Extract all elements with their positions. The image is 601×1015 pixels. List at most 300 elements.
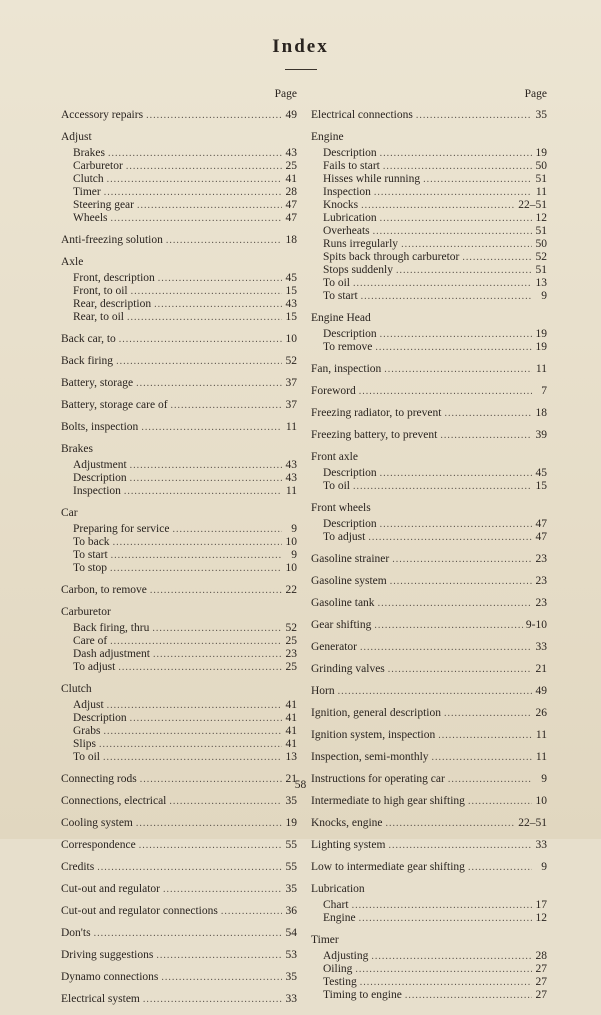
dot-leader	[126, 160, 282, 173]
entry-text: Freezing battery, to prevent	[311, 429, 438, 441]
index-entry	[311, 531, 547, 544]
dot-leader	[338, 685, 532, 698]
index-block	[311, 883, 547, 925]
entry-text: To start	[73, 549, 108, 561]
dot-leader	[361, 199, 515, 212]
entry-page: 11	[535, 363, 547, 375]
entry-page: 11	[535, 729, 547, 741]
entry-page: 9	[541, 773, 547, 785]
index-entry	[311, 817, 547, 830]
index-block	[61, 817, 297, 830]
entry-text: Intermediate to high gear shifting	[311, 795, 465, 807]
index-heading: Front axle	[311, 451, 358, 463]
dot-leader	[444, 707, 532, 720]
entry-text: Steering gear	[73, 199, 134, 211]
entry-text: Cut-out and regulator	[61, 883, 161, 895]
index-entry	[311, 199, 547, 212]
dot-leader	[130, 712, 282, 725]
index-entry	[311, 290, 547, 303]
entry-text: Foreword	[311, 385, 356, 397]
entry-page: 10	[285, 536, 297, 548]
index-block	[61, 606, 297, 674]
entry-page: 27	[535, 963, 547, 975]
entry-page: 13	[285, 751, 297, 763]
index-entry	[61, 485, 297, 498]
index-entry	[61, 562, 297, 575]
entry-page: 49	[535, 685, 547, 697]
index-entry	[61, 839, 297, 852]
index-block	[311, 597, 547, 610]
index-entry	[311, 663, 547, 676]
index-entry	[61, 377, 297, 390]
entry-text: Cut-out and regulator connections	[61, 905, 218, 917]
index-entry	[61, 584, 297, 597]
index-entry	[61, 160, 297, 173]
index-entry	[61, 971, 297, 984]
index-block	[311, 451, 547, 493]
index-block	[311, 795, 547, 808]
entry-page: 25	[285, 635, 297, 647]
entry-page: 50	[535, 238, 547, 250]
entry-text: Battery, storage care of	[61, 399, 168, 411]
dot-leader	[156, 949, 282, 962]
entry-text: Cooling system	[61, 817, 133, 829]
index-entry	[61, 817, 297, 830]
entry-text: Testing	[323, 976, 357, 988]
page-title: Index	[272, 36, 329, 57]
index-entry	[61, 883, 297, 896]
index-block	[61, 131, 297, 225]
dot-leader	[355, 963, 532, 976]
dot-leader	[127, 311, 282, 324]
entry-text: Preparing for service	[73, 523, 170, 535]
entry-text: Stops suddenly	[323, 264, 393, 276]
entry-text: Lubrication	[323, 212, 377, 224]
index-entry	[61, 333, 297, 346]
entry-page: 19	[285, 817, 297, 829]
entry-page: 22	[285, 584, 297, 596]
entry-page: 41	[285, 712, 297, 724]
entry-text: Front, to oil	[73, 285, 128, 297]
entry-text: Gasoline strainer	[311, 553, 390, 565]
index-entry	[61, 751, 297, 764]
dot-leader	[116, 355, 282, 368]
index-entry	[311, 277, 547, 290]
entry-page: 36	[285, 905, 297, 917]
index-entry	[311, 238, 547, 251]
dot-leader	[368, 531, 532, 544]
entry-page: 25	[285, 160, 297, 172]
entry-text: To adjust	[73, 661, 116, 673]
dot-leader	[130, 459, 282, 472]
dot-leader	[139, 839, 282, 852]
dot-leader	[374, 186, 532, 199]
index-heading: Axle	[61, 256, 84, 268]
entry-text: To remove	[323, 341, 373, 353]
index-entry	[61, 993, 297, 1006]
entry-text: Timer	[73, 186, 101, 198]
entry-page: 55	[285, 839, 297, 851]
index-entry	[311, 575, 547, 588]
entry-text: Slips	[73, 738, 97, 750]
dot-leader	[361, 290, 532, 303]
entry-page: 12	[535, 912, 547, 924]
index-entry	[311, 264, 547, 277]
entry-page: 43	[285, 459, 297, 471]
entry-page: 41	[285, 173, 297, 185]
index-block	[61, 839, 297, 852]
entry-text: Instructions for operating car	[311, 773, 445, 785]
index-block	[311, 429, 547, 442]
entry-page: 39	[535, 429, 547, 441]
entry-text: Horn	[311, 685, 335, 697]
index-block	[311, 502, 547, 544]
entry-page: 45	[285, 272, 297, 284]
dot-leader	[380, 467, 532, 480]
dot-leader	[444, 407, 532, 420]
dot-leader	[131, 285, 282, 298]
index-block	[311, 817, 547, 830]
entry-page: 21	[535, 663, 547, 675]
index-heading: Timer	[311, 934, 339, 946]
dot-leader	[158, 272, 282, 285]
entry-page: 33	[535, 641, 547, 653]
index-entry	[311, 147, 547, 160]
dot-leader	[146, 109, 282, 122]
dot-leader	[380, 328, 532, 341]
index-entry	[311, 328, 547, 341]
entry-text: Description	[323, 147, 377, 159]
index-heading: Engine Head	[311, 312, 371, 324]
entry-page: 13	[535, 277, 547, 289]
index-heading: Adjust	[61, 131, 92, 143]
entry-page: 9	[291, 549, 297, 561]
index-entry	[61, 661, 297, 674]
index-entry	[61, 186, 297, 199]
index-block	[61, 905, 297, 918]
entry-text: Anti-freezing solution	[61, 234, 163, 246]
index-entry	[61, 298, 297, 311]
index-entry	[311, 173, 547, 186]
index-entry	[61, 421, 297, 434]
index-entry	[61, 622, 297, 635]
entry-page: 43	[285, 298, 297, 310]
dot-leader	[141, 421, 282, 434]
entry-text: Rear, to oil	[73, 311, 124, 323]
dot-leader	[136, 377, 282, 390]
entry-page: 52	[285, 622, 297, 634]
index-block	[311, 685, 547, 698]
dot-leader	[111, 549, 282, 562]
entry-text: To oil	[323, 277, 350, 289]
entry-page: 22–51	[518, 817, 547, 829]
dot-leader	[136, 817, 282, 830]
entry-page: 17	[535, 899, 547, 911]
entry-text: Adjust	[73, 699, 104, 711]
left-entries	[61, 109, 297, 1006]
entry-page: 35	[285, 795, 297, 807]
index-block	[311, 109, 547, 122]
entry-text: Electrical system	[61, 993, 140, 1005]
index-heading: Carburetor	[61, 606, 111, 618]
entry-text: Freezing radiator, to prevent	[311, 407, 442, 419]
entry-page: 52	[535, 251, 547, 263]
index-entry	[61, 272, 297, 285]
index-block	[61, 949, 297, 962]
index-block	[311, 363, 547, 376]
index-entry	[61, 523, 297, 536]
dot-leader	[373, 225, 532, 238]
entry-page: 23	[535, 553, 547, 565]
entry-text: To start	[323, 290, 358, 302]
entry-text: To adjust	[323, 531, 366, 543]
index-entry	[311, 429, 547, 442]
entry-text: Correspondence	[61, 839, 136, 851]
index-heading: Car	[61, 507, 78, 519]
entry-text: Description	[323, 467, 377, 479]
entry-page: 18	[285, 234, 297, 246]
entry-page: 19	[535, 147, 547, 159]
right-entries	[311, 109, 547, 1002]
entry-text: Fails to start	[323, 160, 380, 172]
index-entry	[311, 385, 547, 398]
left-page-column-label: Page	[274, 88, 297, 100]
entry-page: 35	[285, 971, 297, 983]
dot-leader	[416, 109, 532, 122]
dot-leader	[108, 147, 282, 160]
index-entry	[61, 472, 297, 485]
index-entry	[61, 725, 297, 738]
dot-leader	[388, 839, 532, 852]
index-block	[61, 399, 297, 412]
entry-text: Adjustment	[73, 459, 127, 471]
dot-leader	[380, 518, 532, 531]
dot-leader	[384, 363, 532, 376]
index-entry	[61, 549, 297, 562]
entry-page: 15	[285, 285, 297, 297]
entry-text: Chart	[323, 899, 349, 911]
index-entry	[311, 186, 547, 199]
index-entry	[61, 234, 297, 247]
index-block	[61, 683, 297, 764]
entry-text: To oil	[323, 480, 350, 492]
index-block	[311, 729, 547, 742]
index-block	[61, 971, 297, 984]
dot-leader	[360, 641, 532, 654]
index-entry	[61, 927, 297, 940]
dot-leader	[353, 277, 532, 290]
index-heading: Clutch	[61, 683, 92, 695]
index-entry	[61, 536, 297, 549]
entry-text: Timing to engine	[323, 989, 402, 1001]
dot-leader	[107, 173, 282, 186]
entry-page: 11	[285, 485, 297, 497]
index-entry	[61, 173, 297, 186]
entry-text: Credits	[61, 861, 95, 873]
index-entry	[61, 949, 297, 962]
entry-page: 12	[535, 212, 547, 224]
dot-leader	[130, 472, 282, 485]
dot-leader	[124, 485, 282, 498]
index-entry	[311, 641, 547, 654]
index-heading: Lubrication	[311, 883, 365, 895]
entry-page: 52	[285, 355, 297, 367]
index-entry	[311, 976, 547, 989]
entry-page: 9	[541, 861, 547, 873]
entry-page: 41	[285, 738, 297, 750]
dot-leader	[388, 663, 532, 676]
index-entry	[311, 685, 547, 698]
entry-text: Gasoline system	[311, 575, 387, 587]
dot-leader	[154, 298, 282, 311]
index-entry	[61, 861, 297, 874]
index-entry	[311, 597, 547, 610]
entry-text: To stop	[73, 562, 108, 574]
entry-page: 49	[285, 109, 297, 121]
index-block	[311, 839, 547, 852]
dot-leader	[360, 976, 532, 989]
dot-leader	[468, 861, 532, 874]
index-block	[311, 575, 547, 588]
index-entry	[311, 899, 547, 912]
right-page-column-label: Page	[524, 88, 547, 100]
entry-page: 37	[285, 377, 297, 389]
dot-leader	[171, 399, 282, 412]
entry-page: 41	[285, 725, 297, 737]
entry-text: Carbon, to remove	[61, 584, 147, 596]
index-block	[311, 934, 547, 1002]
entry-text: Description	[73, 472, 127, 484]
index-block	[311, 751, 547, 764]
dot-leader	[380, 147, 532, 160]
entry-page: 22–51	[518, 199, 547, 211]
index-block	[311, 861, 547, 874]
index-entry	[311, 212, 547, 225]
entry-text: Don'ts	[61, 927, 91, 939]
entry-page: 35	[285, 883, 297, 895]
dot-leader	[166, 234, 282, 247]
dot-leader	[221, 905, 282, 918]
entry-text: Engine	[323, 912, 356, 924]
index-entry	[311, 839, 547, 852]
dot-leader	[396, 264, 532, 277]
dot-leader	[113, 536, 282, 549]
entry-text: Front, description	[73, 272, 155, 284]
entry-page: 27	[535, 976, 547, 988]
dot-leader	[440, 429, 532, 442]
index-entry	[61, 795, 297, 808]
index-entry	[61, 635, 297, 648]
index-block	[61, 883, 297, 896]
dot-leader	[390, 575, 532, 588]
index-entry	[61, 285, 297, 298]
dot-leader	[392, 553, 532, 566]
entry-page: 15	[285, 311, 297, 323]
index-entry	[311, 363, 547, 376]
entry-text: Battery, storage	[61, 377, 134, 389]
entry-text: Inspection, semi-monthly	[311, 751, 429, 763]
dot-leader	[94, 927, 282, 940]
index-entry	[311, 225, 547, 238]
entry-page: 23	[285, 648, 297, 660]
entry-text: Brakes	[73, 147, 105, 159]
entry-page: 47	[535, 531, 547, 543]
entry-text: Inspection	[323, 186, 371, 198]
entry-text: Adjusting	[323, 950, 369, 962]
entry-page: 9	[541, 290, 547, 302]
index-entry	[61, 699, 297, 712]
index-block	[311, 707, 547, 720]
dot-leader	[383, 160, 532, 173]
index-entry	[311, 467, 547, 480]
index-entry	[61, 355, 297, 368]
entry-text: Grabs	[73, 725, 101, 737]
dot-leader	[104, 186, 282, 199]
index-entry	[61, 459, 297, 472]
entry-page: 27	[535, 989, 547, 1001]
index-block	[61, 927, 297, 940]
right-column	[311, 88, 547, 1011]
index-entry	[61, 905, 297, 918]
dot-leader	[468, 795, 532, 808]
index-block	[61, 109, 297, 122]
dot-leader	[359, 912, 532, 925]
entry-page: 19	[535, 341, 547, 353]
index-entry	[311, 251, 547, 264]
dot-leader	[462, 251, 532, 264]
entry-page: 35	[535, 109, 547, 121]
dot-leader	[163, 883, 282, 896]
entry-text: Grinding valves	[311, 663, 385, 675]
dot-leader	[374, 619, 523, 632]
index-entry	[61, 648, 297, 661]
index-entry	[61, 738, 297, 751]
entry-text: Rear, description	[73, 298, 152, 310]
index-block	[311, 663, 547, 676]
index-block	[311, 385, 547, 398]
index-heading: Front wheels	[311, 502, 371, 514]
index-heading: Brakes	[61, 443, 93, 455]
index-block	[61, 584, 297, 597]
index-entry	[61, 712, 297, 725]
entry-page: 47	[535, 518, 547, 530]
dot-leader	[119, 333, 282, 346]
index-entry	[61, 109, 297, 122]
entry-text: Knocks	[323, 199, 359, 211]
dot-leader	[153, 648, 282, 661]
entry-text: Back firing	[61, 355, 114, 367]
index-entry	[61, 199, 297, 212]
dot-leader	[386, 817, 516, 830]
dot-leader	[401, 238, 532, 251]
dot-leader	[172, 523, 282, 536]
entry-text: Fan, inspection	[311, 363, 382, 375]
dot-leader	[152, 622, 282, 635]
index-entry	[311, 729, 547, 742]
entry-page: 54	[285, 927, 297, 939]
entry-page: 28	[285, 186, 297, 198]
index-block	[311, 312, 547, 354]
dot-leader	[352, 899, 532, 912]
entry-page: 23	[535, 575, 547, 587]
dot-leader	[359, 385, 532, 398]
left-column	[61, 88, 297, 1015]
entry-page: 10	[535, 795, 547, 807]
index-entry	[311, 707, 547, 720]
entry-page: 25	[285, 661, 297, 673]
index-block	[61, 507, 297, 575]
entry-text: Description	[323, 518, 377, 530]
